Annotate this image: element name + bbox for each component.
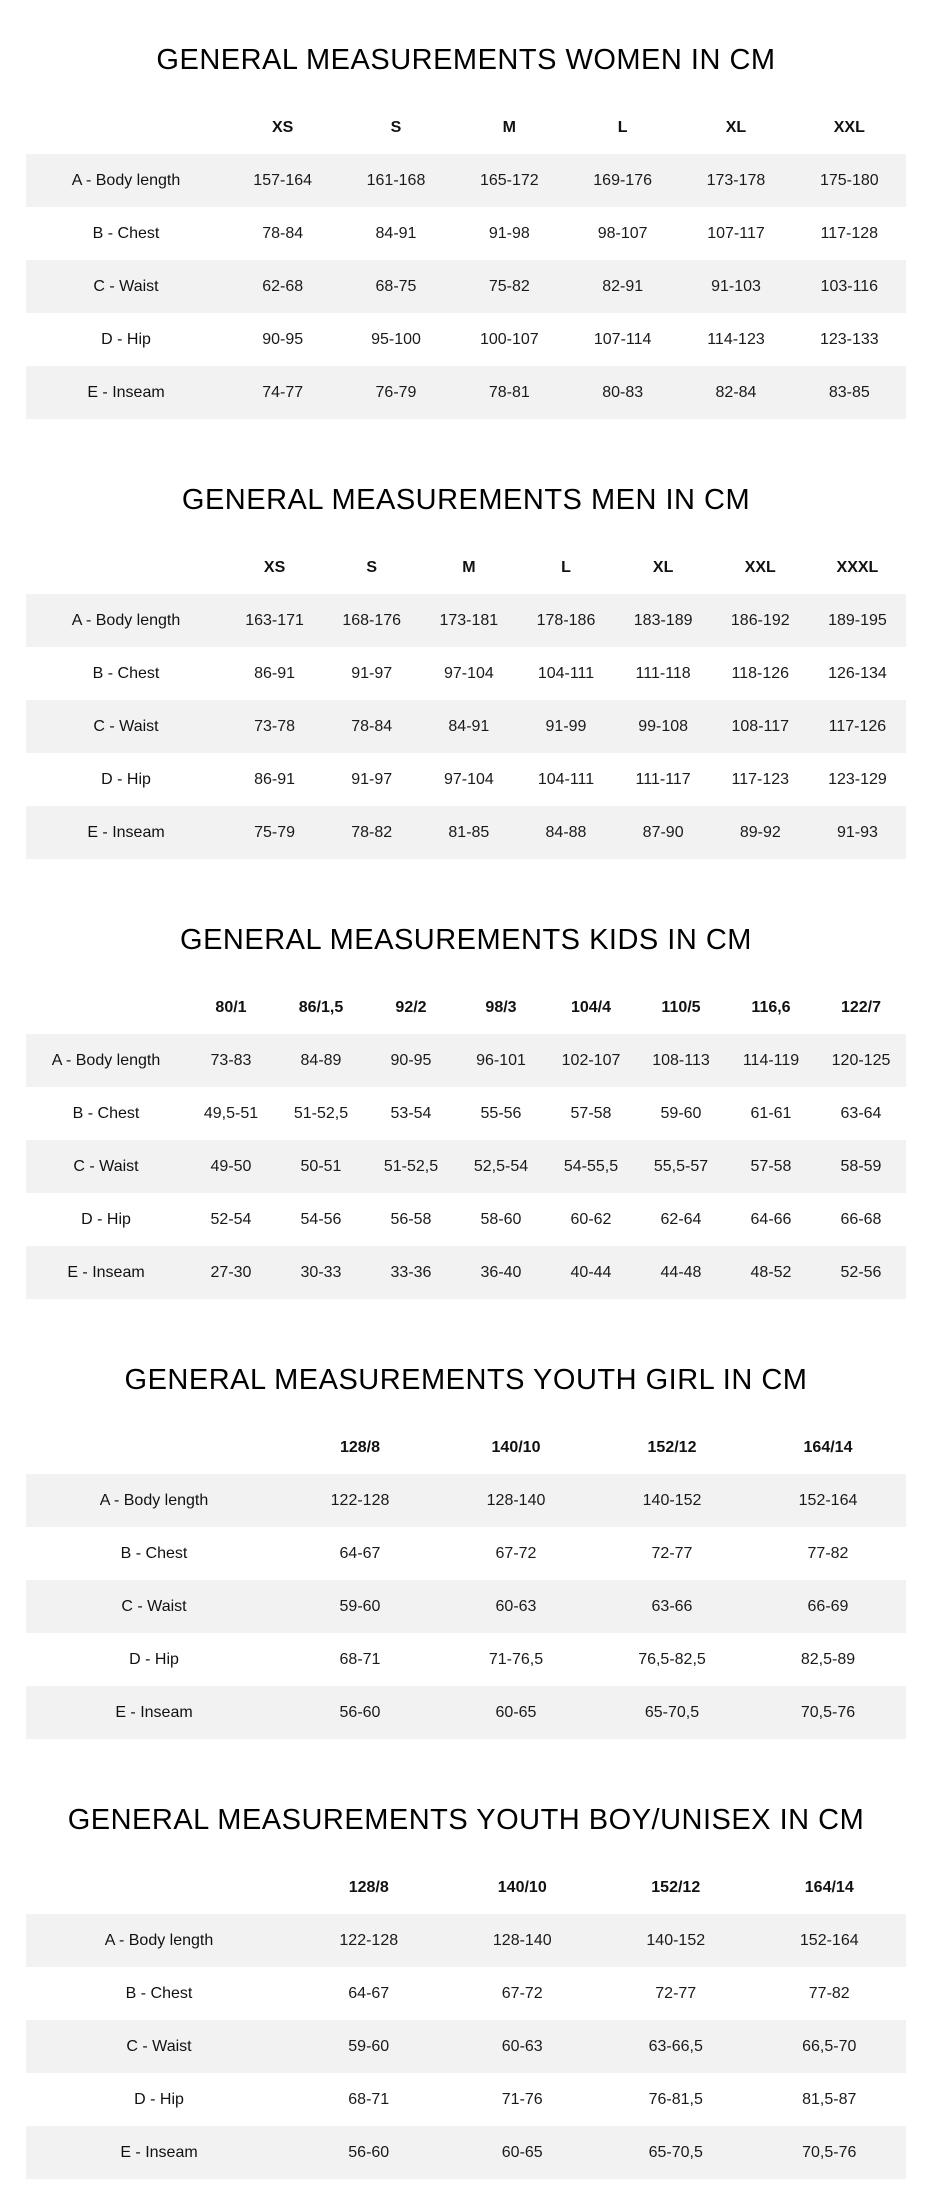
table-cell: 97-104: [420, 753, 517, 806]
row-label: C - Waist: [26, 260, 226, 313]
table-row: [26, 1140, 906, 1193]
row-label: B - Chest: [26, 1967, 292, 2020]
table-cell: 82-91: [566, 260, 679, 313]
size-header: M: [502, 118, 516, 136]
section-title: GENERAL MEASUREMENTS WOMEN IN CM: [156, 44, 776, 76]
table-row: [26, 313, 906, 366]
table-cell: 30-33: [276, 1246, 366, 1299]
table-cell: 107-114: [566, 313, 679, 366]
table-row: [26, 1967, 906, 2020]
section-youth-girl: [26, 1320, 906, 1760]
table-cell: 68-75: [339, 260, 452, 313]
size-header: L: [617, 118, 628, 136]
row-label: A - Body length: [26, 154, 226, 207]
table-cell: 83-85: [793, 366, 906, 419]
table-row: [26, 2020, 906, 2073]
table-cell: 91-99: [517, 700, 614, 753]
row-label: B - Chest: [26, 647, 226, 700]
table-row: [26, 1034, 906, 1087]
table-cell: 50-51: [276, 1140, 366, 1193]
table-cell: 98-107: [566, 207, 679, 260]
section-title: GENERAL MEASUREMENTS KIDS IN CM: [180, 924, 752, 956]
table-cell: 140-152: [594, 1474, 750, 1527]
table-cell: 74-77: [226, 366, 339, 419]
table-cell: 36-40: [456, 1246, 546, 1299]
table-cell: 49,5-51: [186, 1087, 276, 1140]
size-header: 164/14: [804, 1878, 854, 1896]
table-cell: 60-62: [546, 1193, 636, 1246]
table-cell: 108-113: [636, 1034, 726, 1087]
table-cell: 189-195: [809, 594, 906, 647]
table-cell: 56-60: [282, 1686, 438, 1739]
table-cell: 71-76: [446, 2073, 600, 2126]
table-cell: 51-52,5: [366, 1140, 456, 1193]
size-header: XXL: [833, 118, 865, 136]
table-row: [26, 753, 906, 806]
row-label: D - Hip: [26, 1193, 186, 1246]
size-header: 152/12: [651, 1878, 701, 1896]
table-cell: 157-164: [226, 154, 339, 207]
table-cell: 173-178: [679, 154, 792, 207]
row-label: B - Chest: [26, 207, 226, 260]
table-cell: 40-44: [546, 1246, 636, 1299]
table-cell: 59-60: [292, 2020, 446, 2073]
table-cell: 91-93: [809, 806, 906, 859]
row-label-header: [26, 101, 226, 154]
table-cell: 95-100: [339, 313, 452, 366]
measurements-table-women: [26, 101, 906, 419]
table-row: [26, 1686, 906, 1739]
table-row: [26, 1527, 906, 1580]
table-cell: 84-91: [420, 700, 517, 753]
table-cell: 140-152: [599, 1914, 753, 1967]
table-cell: 178-186: [517, 594, 614, 647]
table-row: [26, 1914, 906, 1967]
size-header: 110/5: [661, 998, 701, 1016]
table-cell: 152-164: [750, 1474, 906, 1527]
table-cell: 107-117: [679, 207, 792, 260]
table-cell: 76,5-82,5: [594, 1633, 750, 1686]
size-header-row: [26, 101, 906, 154]
row-label: D - Hip: [26, 313, 226, 366]
table-cell: 82-84: [679, 366, 792, 419]
table-cell: 70,5-76: [753, 2126, 907, 2179]
size-header: 140/10: [497, 1878, 547, 1896]
table-cell: 51-52,5: [276, 1087, 366, 1140]
table-cell: 58-59: [816, 1140, 906, 1193]
section-title: GENERAL MEASUREMENTS YOUTH BOY/UNISEX IN CM: [67, 1804, 865, 1836]
table-cell: 82,5-89: [750, 1633, 906, 1686]
table-cell: 76-79: [339, 366, 452, 419]
table-cell: 120-125: [816, 1034, 906, 1087]
table-cell: 78-82: [323, 806, 420, 859]
table-cell: 126-134: [809, 647, 906, 700]
section-kids: [26, 880, 906, 1320]
table-cell: 168-176: [323, 594, 420, 647]
size-header: XL: [725, 118, 747, 136]
table-cell: 99-108: [615, 700, 712, 753]
table-cell: 91-97: [323, 753, 420, 806]
table-cell: 63-66: [594, 1580, 750, 1633]
table-cell: 114-119: [726, 1034, 816, 1087]
table-cell: 54-55,5: [546, 1140, 636, 1193]
table-row: [26, 1580, 906, 1633]
size-header: XXXL: [836, 558, 879, 576]
table-cell: 117-126: [809, 700, 906, 753]
table-row: [26, 2073, 906, 2126]
row-label-header: [26, 1421, 282, 1474]
row-label-header: [26, 981, 186, 1034]
row-label: D - Hip: [26, 1633, 282, 1686]
table-cell: 55-56: [456, 1087, 546, 1140]
table-cell: 67-72: [446, 1967, 600, 2020]
row-label: C - Waist: [26, 1580, 282, 1633]
table-row: [26, 260, 906, 313]
table-cell: 71-76,5: [438, 1633, 594, 1686]
table-cell: 64-67: [282, 1527, 438, 1580]
table-row: [26, 647, 906, 700]
table-cell: 72-77: [599, 1967, 753, 2020]
table-cell: 75-82: [453, 260, 566, 313]
table-cell: 63-66,5: [599, 2020, 753, 2073]
table-cell: 52-56: [816, 1246, 906, 1299]
table-cell: 186-192: [712, 594, 809, 647]
table-cell: 54-56: [276, 1193, 366, 1246]
table-row: [26, 1633, 906, 1686]
measurements-table-kids: [26, 981, 906, 1299]
row-label: E - Inseam: [26, 366, 226, 419]
table-cell: 173-181: [420, 594, 517, 647]
size-header: 80/1: [215, 998, 247, 1016]
table-cell: 48-52: [726, 1246, 816, 1299]
table-cell: 73-78: [226, 700, 323, 753]
table-cell: 60-65: [438, 1686, 594, 1739]
table-cell: 165-172: [453, 154, 566, 207]
row-label-header: [26, 1861, 292, 1914]
table-cell: 123-133: [793, 313, 906, 366]
table-cell: 104-111: [517, 753, 614, 806]
row-label: D - Hip: [26, 2073, 292, 2126]
table-cell: 114-123: [679, 313, 792, 366]
row-label: A - Body length: [26, 1914, 292, 1967]
table-cell: 64-67: [292, 1967, 446, 2020]
row-label: D - Hip: [26, 753, 226, 806]
measurements-table-men: [26, 541, 906, 859]
table-cell: 123-129: [809, 753, 906, 806]
table-cell: 84-91: [339, 207, 452, 260]
table-cell: 61-61: [726, 1087, 816, 1140]
size-header: 104/4: [570, 998, 612, 1016]
size-header: 86/1,5: [298, 998, 344, 1016]
table-cell: 87-90: [615, 806, 712, 859]
table-cell: 65-70,5: [599, 2126, 753, 2179]
size-header: 122/7: [840, 998, 882, 1016]
table-cell: 58-60: [456, 1193, 546, 1246]
size-header: 128/8: [339, 1438, 381, 1456]
table-cell: 111-118: [615, 647, 712, 700]
table-cell: 163-171: [226, 594, 323, 647]
size-header: S: [366, 558, 378, 576]
table-cell: 91-97: [323, 647, 420, 700]
table-cell: 56-58: [366, 1193, 456, 1246]
size-header: 92/2: [395, 998, 427, 1016]
table-cell: 91-103: [679, 260, 792, 313]
size-header: 152/12: [647, 1438, 697, 1456]
table-cell: 60-65: [446, 2126, 600, 2179]
table-row: [26, 594, 906, 647]
size-header: 116,6: [751, 998, 791, 1016]
table-cell: 60-63: [438, 1580, 594, 1633]
row-label: C - Waist: [26, 1140, 186, 1193]
size-header-row: [26, 1421, 906, 1474]
size-header-row: [26, 981, 906, 1034]
size-header: S: [390, 118, 402, 136]
table-cell: 60-63: [446, 2020, 600, 2073]
table-cell: 97-104: [420, 647, 517, 700]
table-cell: 84-88: [517, 806, 614, 859]
size-header: XXL: [744, 558, 776, 576]
size-header: XL: [652, 558, 674, 576]
row-label: E - Inseam: [26, 1686, 282, 1739]
measurements-table-youth-boy-unisex: [26, 1861, 906, 2179]
table-cell: 108-117: [712, 700, 809, 753]
table-cell: 53-54: [366, 1087, 456, 1140]
table-cell: 117-123: [712, 753, 809, 806]
table-row: [26, 806, 906, 859]
table-cell: 96-101: [456, 1034, 546, 1087]
row-label-header: [26, 541, 226, 594]
row-label: A - Body length: [26, 1034, 186, 1087]
size-header-row: [26, 1861, 906, 1914]
table-cell: 76-81,5: [599, 2073, 753, 2126]
table-cell: 77-82: [753, 1967, 907, 2020]
row-label: E - Inseam: [26, 2126, 292, 2179]
table-cell: 86-91: [226, 647, 323, 700]
table-cell: 81,5-87: [753, 2073, 907, 2126]
table-cell: 52,5-54: [456, 1140, 546, 1193]
table-cell: 66,5-70: [753, 2020, 907, 2073]
table-cell: 62-64: [636, 1193, 726, 1246]
table-cell: 78-84: [323, 700, 420, 753]
table-cell: 59-60: [636, 1087, 726, 1140]
size-header-row: [26, 541, 906, 594]
table-cell: 175-180: [793, 154, 906, 207]
row-label: B - Chest: [26, 1527, 282, 1580]
table-cell: 103-116: [793, 260, 906, 313]
row-label: A - Body length: [26, 1474, 282, 1527]
table-cell: 128-140: [438, 1474, 594, 1527]
section-title: GENERAL MEASUREMENTS MEN IN CM: [181, 484, 751, 516]
table-cell: 77-82: [750, 1527, 906, 1580]
row-label: E - Inseam: [26, 1246, 186, 1299]
size-header: 140/10: [491, 1438, 541, 1456]
size-header: XS: [271, 118, 294, 136]
size-header: 128/8: [348, 1878, 389, 1896]
table-row: [26, 366, 906, 419]
table-cell: 73-83: [186, 1034, 276, 1087]
section-men: [26, 440, 906, 880]
table-cell: 56-60: [292, 2126, 446, 2179]
size-header: XS: [263, 558, 286, 576]
table-row: [26, 700, 906, 753]
section-women: [26, 0, 906, 440]
size-header: 98/3: [485, 998, 517, 1016]
table-cell: 122-128: [282, 1474, 438, 1527]
table-cell: 104-111: [517, 647, 614, 700]
table-cell: 84-89: [276, 1034, 366, 1087]
table-cell: 44-48: [636, 1246, 726, 1299]
table-cell: 27-30: [186, 1246, 276, 1299]
table-cell: 183-189: [615, 594, 712, 647]
table-cell: 70,5-76: [750, 1686, 906, 1739]
table-cell: 64-66: [726, 1193, 816, 1246]
table-cell: 72-77: [594, 1527, 750, 1580]
table-cell: 128-140: [446, 1914, 600, 1967]
table-cell: 90-95: [366, 1034, 456, 1087]
table-cell: 68-71: [282, 1633, 438, 1686]
size-header: L: [561, 558, 571, 576]
table-cell: 75-79: [226, 806, 323, 859]
row-label: A - Body length: [26, 594, 226, 647]
table-row: [26, 207, 906, 260]
table-cell: 49-50: [186, 1140, 276, 1193]
table-cell: 161-168: [339, 154, 452, 207]
row-label: C - Waist: [26, 700, 226, 753]
table-cell: 100-107: [453, 313, 566, 366]
table-cell: 152-164: [753, 1914, 907, 1967]
table-row: [26, 1246, 906, 1299]
table-cell: 86-91: [226, 753, 323, 806]
table-cell: 57-58: [726, 1140, 816, 1193]
table-row: [26, 2126, 906, 2179]
table-cell: 59-60: [282, 1580, 438, 1633]
table-cell: 63-64: [816, 1087, 906, 1140]
table-row: [26, 154, 906, 207]
size-header: M: [462, 558, 476, 576]
row-label: E - Inseam: [26, 806, 226, 859]
table-row: [26, 1193, 906, 1246]
table-cell: 33-36: [366, 1246, 456, 1299]
table-cell: 66-68: [816, 1193, 906, 1246]
table-row: [26, 1087, 906, 1140]
table-cell: 169-176: [566, 154, 679, 207]
table-cell: 62-68: [226, 260, 339, 313]
size-header: 164/14: [803, 1438, 853, 1456]
table-cell: 111-117: [615, 753, 712, 806]
table-cell: 57-58: [546, 1087, 636, 1140]
table-cell: 65-70,5: [594, 1686, 750, 1739]
table-cell: 66-69: [750, 1580, 906, 1633]
section-youth-boy-unisex: [26, 1760, 906, 2200]
table-cell: 117-128: [793, 207, 906, 260]
measurements-table-youth-girl: [26, 1421, 906, 1739]
table-cell: 102-107: [546, 1034, 636, 1087]
table-cell: 80-83: [566, 366, 679, 419]
row-label: C - Waist: [26, 2020, 292, 2073]
table-cell: 52-54: [186, 1193, 276, 1246]
table-cell: 68-71: [292, 2073, 446, 2126]
table-cell: 78-84: [226, 207, 339, 260]
table-cell: 91-98: [453, 207, 566, 260]
table-cell: 122-128: [292, 1914, 446, 1967]
table-cell: 67-72: [438, 1527, 594, 1580]
table-cell: 89-92: [712, 806, 809, 859]
table-cell: 118-126: [712, 647, 809, 700]
row-label: B - Chest: [26, 1087, 186, 1140]
table-cell: 90-95: [226, 313, 339, 366]
table-cell: 55,5-57: [636, 1140, 726, 1193]
table-cell: 78-81: [453, 366, 566, 419]
table-row: [26, 1474, 906, 1527]
section-title: GENERAL MEASUREMENTS YOUTH GIRL IN CM: [124, 1364, 808, 1396]
table-cell: 81-85: [420, 806, 517, 859]
